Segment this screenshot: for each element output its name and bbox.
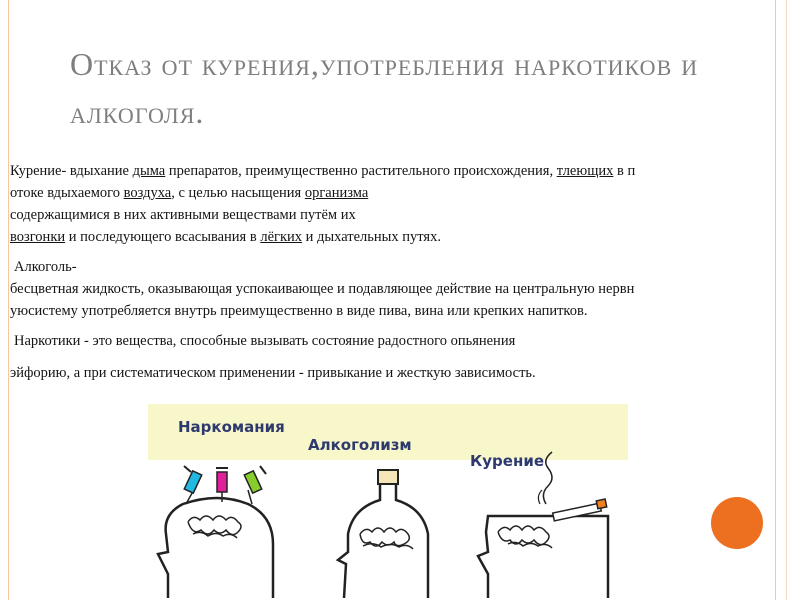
left-decor-line <box>8 0 9 600</box>
addiction-illustration-svg <box>148 404 628 598</box>
addiction-illustration <box>148 404 628 598</box>
smoking-text-8: и дыхательных путях. <box>302 229 441 245</box>
head-ashtray-icon <box>478 452 608 598</box>
smoking-text-4: отоке вдыхаемого <box>10 185 124 201</box>
head-with-syringes-icon <box>158 466 273 598</box>
title-line-2: алкоголя. <box>70 94 205 130</box>
head-bottle-icon <box>338 470 428 598</box>
alcohol-line-2: бесцветная жидкость, оказывающая успокаивающее и подавляющее действие на центральную нервн <box>10 281 635 297</box>
link-smoldering[interactable]: тлеющих <box>556 163 614 179</box>
smoking-text-7: и последующего всасывания в <box>65 229 261 245</box>
title-line-1: Отказ от курения,употребления наркотиков и <box>70 46 699 82</box>
alcohol-line-1: Алкоголь- <box>14 259 77 275</box>
alcohol-paragraph <box>10 256 788 322</box>
link-air[interactable]: воздуха <box>123 185 172 201</box>
alcohol-line-3: уюсистему употребляется внутрь преимущественно в виде пива, вина или крепких напитков. <box>10 303 588 319</box>
narcotics-line-2: эйфорию, а при систематическом применении - привыкание и жесткую зависимость. <box>10 365 536 381</box>
link-smoke[interactable]: дыма <box>132 163 166 179</box>
narcotics-paragraph-1 <box>10 330 788 352</box>
smoking-text-1: Курение- вдыхание <box>10 163 133 179</box>
link-lungs[interactable]: лёгких <box>260 229 303 245</box>
smoking-text-6: содержащимися в них активными веществами путём их <box>10 207 356 223</box>
next-slide-button[interactable] <box>711 497 763 549</box>
slide-body <box>10 160 788 384</box>
label-smoking: Курение <box>470 452 544 470</box>
label-alcoholism: Алкоголизм <box>308 436 412 454</box>
smoking-text-5: , с целью насыщения <box>171 185 305 201</box>
label-narcomania: Наркомания <box>178 418 285 436</box>
narcotics-paragraph-2 <box>10 362 788 384</box>
slide-title <box>70 40 750 136</box>
link-sublimation[interactable]: возгонки <box>10 229 66 245</box>
smoking-text-2: препаратов, преимущественно растительного происхождения, <box>165 163 557 179</box>
narcotics-line-1: Наркотики - это вещества, способные вызывать состояние радостного опьянения <box>14 333 516 349</box>
link-organism[interactable]: организма <box>304 185 369 201</box>
smoking-text-3: в п <box>613 163 636 179</box>
smoking-paragraph <box>10 160 788 248</box>
